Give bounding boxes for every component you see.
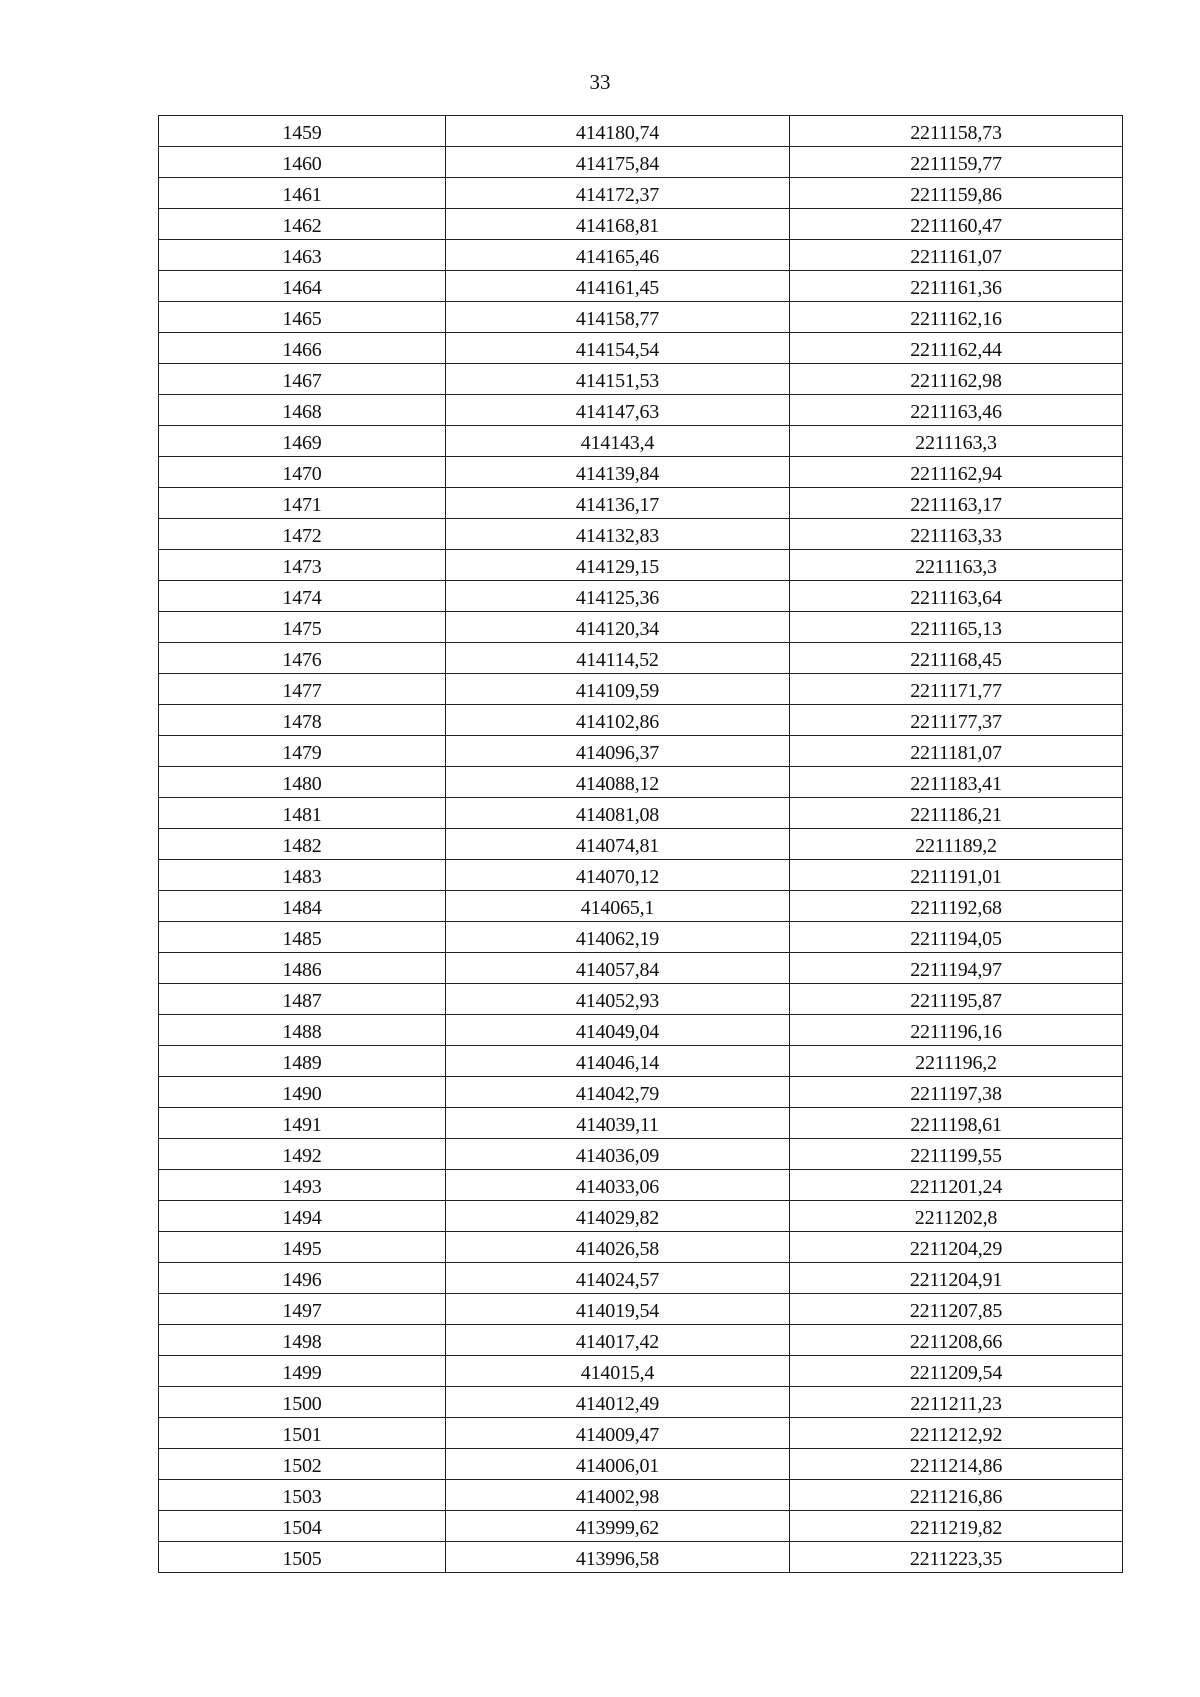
y-coordinate-cell: 2211204,29 xyxy=(790,1232,1123,1263)
x-coordinate-cell: 413996,58 xyxy=(446,1542,790,1573)
table-row xyxy=(159,1015,1123,1046)
table-row xyxy=(159,209,1123,240)
y-coordinate-cell: 2211162,98 xyxy=(790,364,1123,395)
coordinates-table xyxy=(158,115,1123,1573)
point-number-cell: 1498 xyxy=(159,1325,446,1356)
point-number-cell: 1466 xyxy=(159,333,446,364)
x-coordinate-cell: 414165,46 xyxy=(446,240,790,271)
table-row xyxy=(159,1232,1123,1263)
table-row xyxy=(159,519,1123,550)
point-number-cell: 1500 xyxy=(159,1387,446,1418)
table-row xyxy=(159,984,1123,1015)
x-coordinate-cell: 414143,4 xyxy=(446,426,790,457)
table-row xyxy=(159,550,1123,581)
x-coordinate-cell: 414172,37 xyxy=(446,178,790,209)
point-number-cell: 1475 xyxy=(159,612,446,643)
point-number-cell: 1470 xyxy=(159,457,446,488)
y-coordinate-cell: 2211209,54 xyxy=(790,1356,1123,1387)
x-coordinate-cell: 414039,11 xyxy=(446,1108,790,1139)
point-number-cell: 1488 xyxy=(159,1015,446,1046)
y-coordinate-cell: 2211195,87 xyxy=(790,984,1123,1015)
y-coordinate-cell: 2211186,21 xyxy=(790,798,1123,829)
y-coordinate-cell: 2211171,77 xyxy=(790,674,1123,705)
y-coordinate-cell: 2211163,46 xyxy=(790,395,1123,426)
y-coordinate-cell: 2211219,82 xyxy=(790,1511,1123,1542)
point-number-cell: 1478 xyxy=(159,705,446,736)
point-number-cell: 1479 xyxy=(159,736,446,767)
x-coordinate-cell: 414019,54 xyxy=(446,1294,790,1325)
table-row xyxy=(159,364,1123,395)
point-number-cell: 1499 xyxy=(159,1356,446,1387)
y-coordinate-cell: 2211163,64 xyxy=(790,581,1123,612)
x-coordinate-cell: 414109,59 xyxy=(446,674,790,705)
y-coordinate-cell: 2211158,73 xyxy=(790,116,1123,147)
y-coordinate-cell: 2211162,16 xyxy=(790,302,1123,333)
x-coordinate-cell: 414168,81 xyxy=(446,209,790,240)
x-coordinate-cell: 414070,12 xyxy=(446,860,790,891)
y-coordinate-cell: 2211201,24 xyxy=(790,1170,1123,1201)
table-row xyxy=(159,1170,1123,1201)
x-coordinate-cell: 414136,17 xyxy=(446,488,790,519)
table-row xyxy=(159,333,1123,364)
x-coordinate-cell: 414009,47 xyxy=(446,1418,790,1449)
y-coordinate-cell: 2211196,16 xyxy=(790,1015,1123,1046)
point-number-cell: 1487 xyxy=(159,984,446,1015)
x-coordinate-cell: 414147,63 xyxy=(446,395,790,426)
x-coordinate-cell: 414036,09 xyxy=(446,1139,790,1170)
table-row xyxy=(159,302,1123,333)
y-coordinate-cell: 2211163,3 xyxy=(790,550,1123,581)
table-row xyxy=(159,705,1123,736)
y-coordinate-cell: 2211159,86 xyxy=(790,178,1123,209)
x-coordinate-cell: 414114,52 xyxy=(446,643,790,674)
coordinates-table-body xyxy=(159,116,1123,1573)
y-coordinate-cell: 2211204,91 xyxy=(790,1263,1123,1294)
y-coordinate-cell: 2211177,37 xyxy=(790,705,1123,736)
point-number-cell: 1463 xyxy=(159,240,446,271)
point-number-cell: 1474 xyxy=(159,581,446,612)
y-coordinate-cell: 2211202,8 xyxy=(790,1201,1123,1232)
x-coordinate-cell: 414006,01 xyxy=(446,1449,790,1480)
point-number-cell: 1476 xyxy=(159,643,446,674)
y-coordinate-cell: 2211192,68 xyxy=(790,891,1123,922)
y-coordinate-cell: 2211183,41 xyxy=(790,767,1123,798)
point-number-cell: 1489 xyxy=(159,1046,446,1077)
x-coordinate-cell: 414132,83 xyxy=(446,519,790,550)
table-row xyxy=(159,674,1123,705)
table-row xyxy=(159,1077,1123,1108)
table-row xyxy=(159,1418,1123,1449)
y-coordinate-cell: 2211163,3 xyxy=(790,426,1123,457)
y-coordinate-cell: 2211194,97 xyxy=(790,953,1123,984)
table-row xyxy=(159,581,1123,612)
x-coordinate-cell: 414049,04 xyxy=(446,1015,790,1046)
point-number-cell: 1493 xyxy=(159,1170,446,1201)
x-coordinate-cell: 414042,79 xyxy=(446,1077,790,1108)
y-coordinate-cell: 2211208,66 xyxy=(790,1325,1123,1356)
x-coordinate-cell: 414154,54 xyxy=(446,333,790,364)
x-coordinate-cell: 414033,06 xyxy=(446,1170,790,1201)
y-coordinate-cell: 2211165,13 xyxy=(790,612,1123,643)
x-coordinate-cell: 414052,93 xyxy=(446,984,790,1015)
x-coordinate-cell: 414065,1 xyxy=(446,891,790,922)
table-row xyxy=(159,736,1123,767)
y-coordinate-cell: 2211198,61 xyxy=(790,1108,1123,1139)
point-number-cell: 1471 xyxy=(159,488,446,519)
table-row xyxy=(159,798,1123,829)
x-coordinate-cell: 414017,42 xyxy=(446,1325,790,1356)
table-row xyxy=(159,1201,1123,1232)
point-number-cell: 1492 xyxy=(159,1139,446,1170)
table-row xyxy=(159,860,1123,891)
point-number-cell: 1482 xyxy=(159,829,446,860)
x-coordinate-cell: 414175,84 xyxy=(446,147,790,178)
y-coordinate-cell: 2211197,38 xyxy=(790,1077,1123,1108)
x-coordinate-cell: 414151,53 xyxy=(446,364,790,395)
y-coordinate-cell: 2211189,2 xyxy=(790,829,1123,860)
point-number-cell: 1494 xyxy=(159,1201,446,1232)
x-coordinate-cell: 414012,49 xyxy=(446,1387,790,1418)
y-coordinate-cell: 2211194,05 xyxy=(790,922,1123,953)
point-number-cell: 1495 xyxy=(159,1232,446,1263)
y-coordinate-cell: 2211207,85 xyxy=(790,1294,1123,1325)
y-coordinate-cell: 2211216,86 xyxy=(790,1480,1123,1511)
point-number-cell: 1484 xyxy=(159,891,446,922)
x-coordinate-cell: 414062,19 xyxy=(446,922,790,953)
table-row xyxy=(159,271,1123,302)
y-coordinate-cell: 2211160,47 xyxy=(790,209,1123,240)
y-coordinate-cell: 2211212,92 xyxy=(790,1418,1123,1449)
point-number-cell: 1485 xyxy=(159,922,446,953)
table-row xyxy=(159,1294,1123,1325)
table-row xyxy=(159,767,1123,798)
page-number: 33 xyxy=(589,70,611,94)
point-number-cell: 1503 xyxy=(159,1480,446,1511)
table-row xyxy=(159,116,1123,147)
x-coordinate-cell: 414088,12 xyxy=(446,767,790,798)
point-number-cell: 1477 xyxy=(159,674,446,705)
table-row xyxy=(159,1108,1123,1139)
point-number-cell: 1502 xyxy=(159,1449,446,1480)
y-coordinate-cell: 2211163,17 xyxy=(790,488,1123,519)
point-number-cell: 1501 xyxy=(159,1418,446,1449)
x-coordinate-cell: 414139,84 xyxy=(446,457,790,488)
point-number-cell: 1467 xyxy=(159,364,446,395)
point-number-cell: 1468 xyxy=(159,395,446,426)
point-number-cell: 1461 xyxy=(159,178,446,209)
table-row xyxy=(159,829,1123,860)
point-number-cell: 1459 xyxy=(159,116,446,147)
table-row xyxy=(159,1325,1123,1356)
table-row xyxy=(159,612,1123,643)
y-coordinate-cell: 2211162,44 xyxy=(790,333,1123,364)
point-number-cell: 1504 xyxy=(159,1511,446,1542)
point-number-cell: 1480 xyxy=(159,767,446,798)
point-number-cell: 1505 xyxy=(159,1542,446,1573)
table-row xyxy=(159,178,1123,209)
table-row xyxy=(159,426,1123,457)
point-number-cell: 1469 xyxy=(159,426,446,457)
point-number-cell: 1473 xyxy=(159,550,446,581)
x-coordinate-cell: 414158,77 xyxy=(446,302,790,333)
x-coordinate-cell: 414026,58 xyxy=(446,1232,790,1263)
x-coordinate-cell: 414074,81 xyxy=(446,829,790,860)
point-number-cell: 1496 xyxy=(159,1263,446,1294)
x-coordinate-cell: 414129,15 xyxy=(446,550,790,581)
table-row xyxy=(159,1139,1123,1170)
x-coordinate-cell: 414015,4 xyxy=(446,1356,790,1387)
y-coordinate-cell: 2211161,07 xyxy=(790,240,1123,271)
point-number-cell: 1486 xyxy=(159,953,446,984)
table-row xyxy=(159,457,1123,488)
point-number-cell: 1464 xyxy=(159,271,446,302)
y-coordinate-cell: 2211191,01 xyxy=(790,860,1123,891)
x-coordinate-cell: 414057,84 xyxy=(446,953,790,984)
y-coordinate-cell: 2211211,23 xyxy=(790,1387,1123,1418)
x-coordinate-cell: 414102,86 xyxy=(446,705,790,736)
x-coordinate-cell: 414125,36 xyxy=(446,581,790,612)
x-coordinate-cell: 414029,82 xyxy=(446,1201,790,1232)
x-coordinate-cell: 414002,98 xyxy=(446,1480,790,1511)
x-coordinate-cell: 414024,57 xyxy=(446,1263,790,1294)
x-coordinate-cell: 414081,08 xyxy=(446,798,790,829)
x-coordinate-cell: 414120,34 xyxy=(446,612,790,643)
table-row xyxy=(159,1480,1123,1511)
table-row xyxy=(159,1542,1123,1573)
table-row xyxy=(159,1449,1123,1480)
y-coordinate-cell: 2211162,94 xyxy=(790,457,1123,488)
y-coordinate-cell: 2211181,07 xyxy=(790,736,1123,767)
point-number-cell: 1497 xyxy=(159,1294,446,1325)
y-coordinate-cell: 2211199,55 xyxy=(790,1139,1123,1170)
table-row xyxy=(159,395,1123,426)
table-row xyxy=(159,240,1123,271)
table-row xyxy=(159,1387,1123,1418)
x-coordinate-cell: 414046,14 xyxy=(446,1046,790,1077)
point-number-cell: 1465 xyxy=(159,302,446,333)
table-row xyxy=(159,891,1123,922)
point-number-cell: 1460 xyxy=(159,147,446,178)
x-coordinate-cell: 414180,74 xyxy=(446,116,790,147)
table-row xyxy=(159,1263,1123,1294)
y-coordinate-cell: 2211161,36 xyxy=(790,271,1123,302)
y-coordinate-cell: 2211168,45 xyxy=(790,643,1123,674)
x-coordinate-cell: 414096,37 xyxy=(446,736,790,767)
y-coordinate-cell: 2211214,86 xyxy=(790,1449,1123,1480)
table-row xyxy=(159,643,1123,674)
point-number-cell: 1491 xyxy=(159,1108,446,1139)
y-coordinate-cell: 2211163,33 xyxy=(790,519,1123,550)
table-row xyxy=(159,1511,1123,1542)
table-row xyxy=(159,488,1123,519)
x-coordinate-cell: 413999,62 xyxy=(446,1511,790,1542)
table-row xyxy=(159,1356,1123,1387)
table-row xyxy=(159,922,1123,953)
x-coordinate-cell: 414161,45 xyxy=(446,271,790,302)
table-row xyxy=(159,1046,1123,1077)
table-row xyxy=(159,953,1123,984)
point-number-cell: 1483 xyxy=(159,860,446,891)
y-coordinate-cell: 2211223,35 xyxy=(790,1542,1123,1573)
y-coordinate-cell: 2211159,77 xyxy=(790,147,1123,178)
point-number-cell: 1462 xyxy=(159,209,446,240)
point-number-cell: 1481 xyxy=(159,798,446,829)
point-number-cell: 1490 xyxy=(159,1077,446,1108)
y-coordinate-cell: 2211196,2 xyxy=(790,1046,1123,1077)
table-row xyxy=(159,147,1123,178)
point-number-cell: 1472 xyxy=(159,519,446,550)
